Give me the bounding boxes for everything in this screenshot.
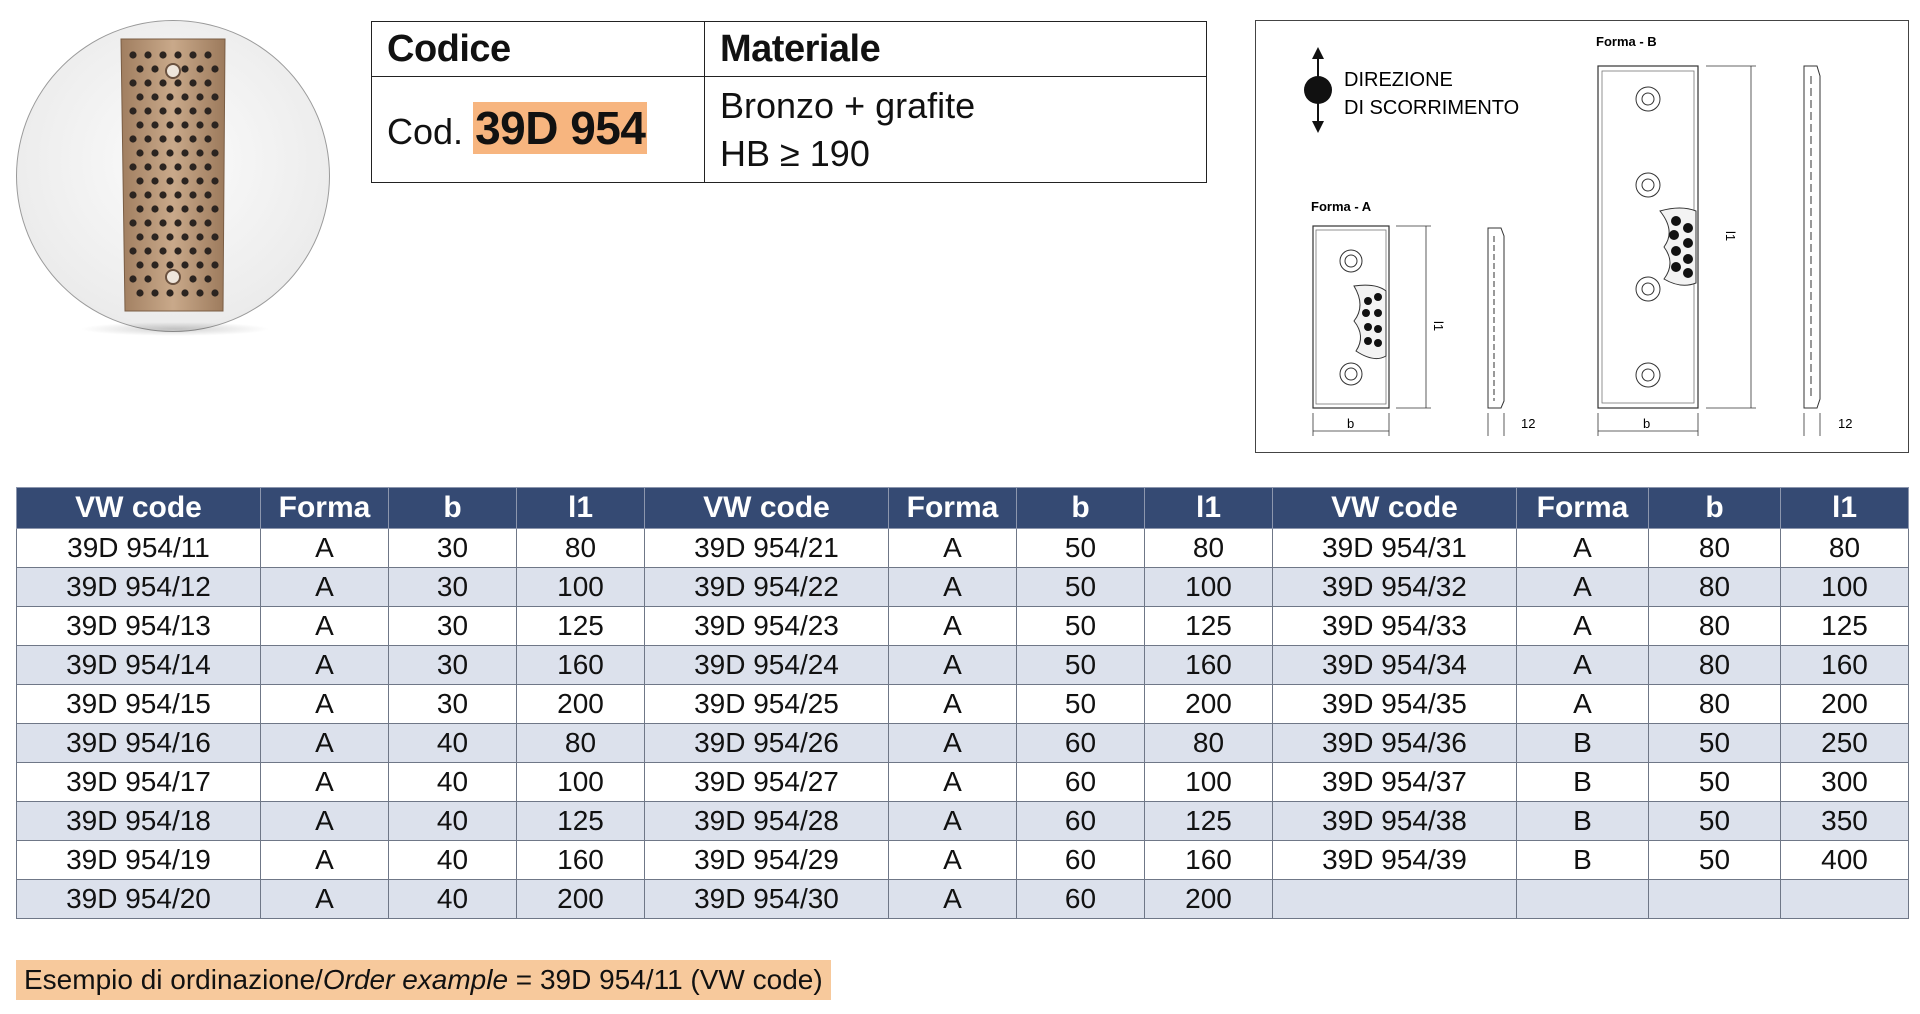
table-cell: 40	[389, 763, 517, 802]
table-cell: 30	[389, 568, 517, 607]
table-row	[17, 724, 1909, 763]
product-photo	[16, 20, 330, 332]
graphite-dot	[174, 219, 181, 226]
graphite-dot	[151, 289, 158, 296]
graphite-dot	[159, 163, 166, 170]
graphite-dot	[166, 93, 173, 100]
order-example-italic: Order example	[322, 964, 509, 995]
graphite-dot	[144, 191, 151, 198]
table-cell: 39D 954/14	[17, 646, 261, 685]
graphite-dot	[181, 149, 188, 156]
graphite-dot	[129, 247, 136, 254]
graphite-dot	[196, 149, 203, 156]
table-cell: 80	[1649, 646, 1781, 685]
table-cell	[1649, 880, 1781, 919]
column-header: l1	[1145, 488, 1273, 529]
table-cell: B	[1517, 841, 1649, 880]
table-cell: 39D 954/21	[645, 529, 889, 568]
graphite-dot	[129, 163, 136, 170]
graphite-dot	[204, 275, 211, 282]
table-cell: 60	[1017, 724, 1145, 763]
forma-b-dim-b: b	[1643, 416, 1651, 431]
graphite-dot	[136, 205, 143, 212]
table-cell: B	[1517, 802, 1649, 841]
graphite-dot	[136, 233, 143, 240]
graphite-dot	[189, 163, 196, 170]
graphite-dot	[196, 289, 203, 296]
table-cell: 200	[1145, 880, 1273, 919]
table-cell: 160	[1145, 646, 1273, 685]
table-cell: A	[889, 685, 1017, 724]
material-header: Materiale	[705, 22, 1207, 77]
table-cell: A	[1517, 646, 1649, 685]
table-cell: 39D 954/27	[645, 763, 889, 802]
photo-shadow	[80, 322, 270, 336]
table-cell: 39D 954/35	[1273, 685, 1517, 724]
table-cell: 40	[389, 880, 517, 919]
table-cell: A	[889, 763, 1017, 802]
table-cell: 80	[1145, 724, 1273, 763]
graphite-dot	[151, 205, 158, 212]
table-cell: A	[1517, 607, 1649, 646]
graphite-dot	[174, 135, 181, 142]
forma-a-dim-l1: l1	[1431, 321, 1446, 332]
graphite-dot	[129, 51, 136, 58]
column-header: VW code	[1273, 488, 1517, 529]
table-cell: A	[889, 880, 1017, 919]
table-cell: 30	[389, 607, 517, 646]
table-cell: 125	[517, 802, 645, 841]
graphite-dot	[136, 93, 143, 100]
direction-label-2: DI SCORRIMENTO	[1344, 97, 1520, 119]
graphite-dot	[204, 247, 211, 254]
order-example	[16, 960, 831, 1000]
graphite-dot	[129, 79, 136, 86]
graphite-dot	[196, 177, 203, 184]
graphite-dot	[174, 51, 181, 58]
graphite-dot	[159, 51, 166, 58]
graphite-dot	[181, 65, 188, 72]
table-cell: 200	[1781, 685, 1909, 724]
table-cell: 40	[389, 724, 517, 763]
table-cell: A	[261, 568, 389, 607]
table-cell: 400	[1781, 841, 1909, 880]
graphite-dot	[189, 247, 196, 254]
direction-label-1: DIREZIONE	[1344, 69, 1453, 91]
table-cell: A	[261, 763, 389, 802]
column-header: Forma	[1517, 488, 1649, 529]
graphite-dot	[189, 191, 196, 198]
graphite-dot	[136, 65, 143, 72]
table-cell: 100	[1781, 568, 1909, 607]
table-cell	[1273, 880, 1517, 919]
table-row	[17, 568, 1909, 607]
graphite-dot	[196, 205, 203, 212]
table-header-row	[17, 488, 1909, 529]
graphite-dot	[211, 233, 218, 240]
table-cell: A	[889, 724, 1017, 763]
table-cell: 40	[389, 802, 517, 841]
table-cell: A	[261, 724, 389, 763]
bronze-plate-image	[17, 21, 329, 331]
column-header: VW code	[645, 488, 889, 529]
forma-a-dim-b: b	[1347, 416, 1355, 431]
table-cell: 60	[1017, 880, 1145, 919]
graphite-dot	[159, 219, 166, 226]
table-cell: 39D 954/38	[1273, 802, 1517, 841]
forma-a-dim-12: 12	[1521, 416, 1536, 431]
table-cell: A	[889, 529, 1017, 568]
graphite-dot	[204, 79, 211, 86]
table-row	[17, 802, 1909, 841]
table-cell: A	[889, 646, 1017, 685]
graphite-dot	[129, 275, 136, 282]
table-cell: 50	[1017, 607, 1145, 646]
graphite-dot	[181, 93, 188, 100]
table-cell: 80	[1145, 529, 1273, 568]
graphite-dot	[144, 163, 151, 170]
graphite-dot	[211, 289, 218, 296]
graphite-dot	[204, 107, 211, 114]
table-cell: 300	[1781, 763, 1909, 802]
table-cell: 60	[1017, 841, 1145, 880]
graphite-dot	[196, 261, 203, 268]
table-cell: A	[889, 607, 1017, 646]
graphite-dot	[189, 51, 196, 58]
table-cell: A	[261, 529, 389, 568]
graphite-dot	[181, 205, 188, 212]
table-cell: 50	[1017, 529, 1145, 568]
table-cell	[1517, 880, 1649, 919]
material-cell	[705, 77, 1207, 183]
table-body	[17, 529, 1909, 919]
table-cell: 125	[517, 607, 645, 646]
graphite-dot	[174, 163, 181, 170]
graphite-dot	[151, 121, 158, 128]
code-value: 39D 954	[475, 101, 646, 154]
table-cell: B	[1517, 763, 1649, 802]
graphite-dot	[181, 177, 188, 184]
table-cell: 350	[1781, 802, 1909, 841]
table-cell: 39D 954/26	[645, 724, 889, 763]
table-cell: 39D 954/36	[1273, 724, 1517, 763]
order-example-prefix: Esempio di ordinazione/	[24, 964, 323, 995]
graphite-dot	[211, 149, 218, 156]
graphite-dot	[196, 93, 203, 100]
table-cell: A	[261, 802, 389, 841]
graphite-dot	[204, 51, 211, 58]
column-header: b	[1649, 488, 1781, 529]
column-header: l1	[1781, 488, 1909, 529]
graphite-dot	[166, 149, 173, 156]
table-cell: 30	[389, 685, 517, 724]
table-cell: 125	[1145, 607, 1273, 646]
graphite-dot	[189, 107, 196, 114]
forma-b-dim-12: 12	[1838, 416, 1853, 431]
table-cell: 200	[517, 880, 645, 919]
table-cell: 160	[1781, 646, 1909, 685]
table-cell: 125	[1145, 802, 1273, 841]
forma-b-side-view	[1804, 66, 1820, 436]
table-cell: 80	[1649, 529, 1781, 568]
graphite-dot	[144, 219, 151, 226]
graphite-dot	[181, 121, 188, 128]
column-header: b	[1017, 488, 1145, 529]
graphite-dot	[189, 219, 196, 226]
graphite-dot	[151, 65, 158, 72]
graphite-dot	[159, 107, 166, 114]
table-cell: 200	[1145, 685, 1273, 724]
table-cell: 39D 954/13	[17, 607, 261, 646]
material-line-2: HB ≥ 190	[720, 132, 870, 174]
graphite-dot	[204, 163, 211, 170]
graphite-dot	[181, 233, 188, 240]
column-header: Forma	[261, 488, 389, 529]
graphite-dot	[144, 79, 151, 86]
table-cell: 50	[1649, 724, 1781, 763]
graphite-dot	[211, 65, 218, 72]
graphite-dot	[166, 233, 173, 240]
graphite-dot	[129, 219, 136, 226]
table-cell: 39D 954/39	[1273, 841, 1517, 880]
graphite-dot	[129, 107, 136, 114]
graphite-dot	[136, 289, 143, 296]
table-cell: 100	[1145, 568, 1273, 607]
table-cell	[1781, 880, 1909, 919]
table-cell: 39D 954/17	[17, 763, 261, 802]
table-cell: A	[1517, 568, 1649, 607]
table-cell: A	[1517, 685, 1649, 724]
table-cell: A	[889, 568, 1017, 607]
graphite-dot	[151, 149, 158, 156]
table-cell: 39D 954/19	[17, 841, 261, 880]
graphite-dot	[129, 191, 136, 198]
graphite-dot	[196, 65, 203, 72]
graphite-dot	[159, 191, 166, 198]
graphite-dot	[166, 261, 173, 268]
table-cell: 80	[1781, 529, 1909, 568]
graphite-dot	[129, 135, 136, 142]
table-cell: 39D 954/29	[645, 841, 889, 880]
code-material-table	[371, 21, 1207, 183]
table-cell: 160	[517, 841, 645, 880]
graphite-dot	[151, 177, 158, 184]
graphite-dot	[136, 177, 143, 184]
code-header: Codice	[372, 22, 705, 77]
graphite-dot	[159, 135, 166, 142]
table-cell: 160	[1145, 841, 1273, 880]
table-cell: 39D 954/16	[17, 724, 261, 763]
graphite-dot	[144, 275, 151, 282]
graphite-dot	[204, 219, 211, 226]
table-row	[17, 607, 1909, 646]
table-cell: 125	[1781, 607, 1909, 646]
graphite-dot	[144, 135, 151, 142]
table-cell: A	[261, 607, 389, 646]
table-cell: 100	[1145, 763, 1273, 802]
table-cell: 80	[1649, 568, 1781, 607]
forma-b-dim-l1: l1	[1723, 231, 1738, 242]
code-cell	[372, 77, 705, 183]
table-cell: 39D 954/28	[645, 802, 889, 841]
graphite-dot	[189, 79, 196, 86]
graphite-dot	[151, 93, 158, 100]
table-cell: A	[261, 646, 389, 685]
vw-code-table	[16, 487, 1909, 919]
graphite-dot	[159, 79, 166, 86]
graphite-dot	[174, 247, 181, 254]
graphite-dot	[166, 121, 173, 128]
graphite-dot	[204, 191, 211, 198]
table-cell: 50	[1649, 763, 1781, 802]
column-header: b	[389, 488, 517, 529]
graphite-dot	[174, 107, 181, 114]
column-header: l1	[517, 488, 645, 529]
table-cell: 50	[1649, 802, 1781, 841]
table-cell: 39D 954/15	[17, 685, 261, 724]
table-cell: 100	[517, 763, 645, 802]
table-cell: 39D 954/34	[1273, 646, 1517, 685]
table-cell: 50	[1017, 685, 1145, 724]
table-row	[17, 646, 1909, 685]
table-cell: 39D 954/33	[1273, 607, 1517, 646]
graphite-dot	[174, 191, 181, 198]
graphite-dot	[151, 233, 158, 240]
forma-a-label: Forma - A	[1311, 199, 1372, 214]
table-cell: A	[261, 880, 389, 919]
table-cell: A	[261, 685, 389, 724]
table-cell: 50	[1017, 568, 1145, 607]
table-cell: 160	[517, 646, 645, 685]
graphite-dot	[136, 121, 143, 128]
material-line-1: Bronzo + grafite	[720, 84, 976, 126]
graphite-dot	[159, 247, 166, 254]
graphite-dot	[211, 93, 218, 100]
table-cell: A	[1517, 529, 1649, 568]
graphite-dot	[189, 275, 196, 282]
forma-b-label: Forma - B	[1596, 34, 1657, 49]
table-cell: B	[1517, 724, 1649, 763]
forma-b-plate	[1598, 66, 1756, 436]
forma-a-side-view	[1488, 228, 1504, 436]
code-prefix: Cod.	[387, 110, 464, 152]
graphite-dot	[196, 233, 203, 240]
table-cell: 100	[517, 568, 645, 607]
graphite-dot	[166, 177, 173, 184]
table-cell: 39D 954/22	[645, 568, 889, 607]
table-cell: 39D 954/23	[645, 607, 889, 646]
graphite-dot	[211, 121, 218, 128]
table-cell: 39D 954/18	[17, 802, 261, 841]
table-row	[17, 763, 1909, 802]
table-cell: 30	[389, 646, 517, 685]
graphite-dot	[174, 79, 181, 86]
direction-arrow-icon	[1304, 47, 1332, 133]
graphite-dot	[144, 107, 151, 114]
graphite-dot	[204, 135, 211, 142]
table-row	[17, 841, 1909, 880]
table-cell: 39D 954/12	[17, 568, 261, 607]
table-cell: 80	[517, 529, 645, 568]
graphite-dot	[211, 261, 218, 268]
graphite-dot	[211, 177, 218, 184]
table-cell: 80	[1649, 607, 1781, 646]
table-row	[17, 529, 1909, 568]
table-cell: 60	[1017, 802, 1145, 841]
graphite-dot	[151, 261, 158, 268]
technical-drawing	[1255, 20, 1909, 453]
table-row	[17, 880, 1909, 919]
graphite-dot	[196, 121, 203, 128]
table-cell: 80	[1649, 685, 1781, 724]
table-cell: 60	[1017, 763, 1145, 802]
table-cell: A	[889, 802, 1017, 841]
table-cell: 40	[389, 841, 517, 880]
column-header: Forma	[889, 488, 1017, 529]
graphite-dot	[144, 51, 151, 58]
graphite-dot	[166, 205, 173, 212]
table-cell: 39D 954/37	[1273, 763, 1517, 802]
table-cell: 39D 954/25	[645, 685, 889, 724]
table-cell: 30	[389, 529, 517, 568]
order-example-suffix: = 39D 954/11 (VW code)	[508, 964, 823, 995]
table-cell: 250	[1781, 724, 1909, 763]
graphite-dot	[144, 247, 151, 254]
graphite-dot	[136, 149, 143, 156]
graphite-dot	[136, 261, 143, 268]
graphite-dot	[211, 205, 218, 212]
table-cell: 200	[517, 685, 645, 724]
table-cell: 80	[517, 724, 645, 763]
table-cell: 39D 954/31	[1273, 529, 1517, 568]
table-cell: 39D 954/24	[645, 646, 889, 685]
table-row	[17, 685, 1909, 724]
table-cell: 50	[1649, 841, 1781, 880]
table-cell: 39D 954/32	[1273, 568, 1517, 607]
table-cell: 39D 954/11	[17, 529, 261, 568]
column-header: VW code	[17, 488, 261, 529]
graphite-dot	[181, 261, 188, 268]
table-cell: 50	[1017, 646, 1145, 685]
table-cell: 39D 954/30	[645, 880, 889, 919]
graphite-dot	[189, 135, 196, 142]
table-cell: 39D 954/20	[17, 880, 261, 919]
table-cell: A	[889, 841, 1017, 880]
graphite-dot	[181, 289, 188, 296]
table-cell: A	[261, 841, 389, 880]
forma-a-plate	[1313, 226, 1431, 436]
graphite-dot	[166, 289, 173, 296]
